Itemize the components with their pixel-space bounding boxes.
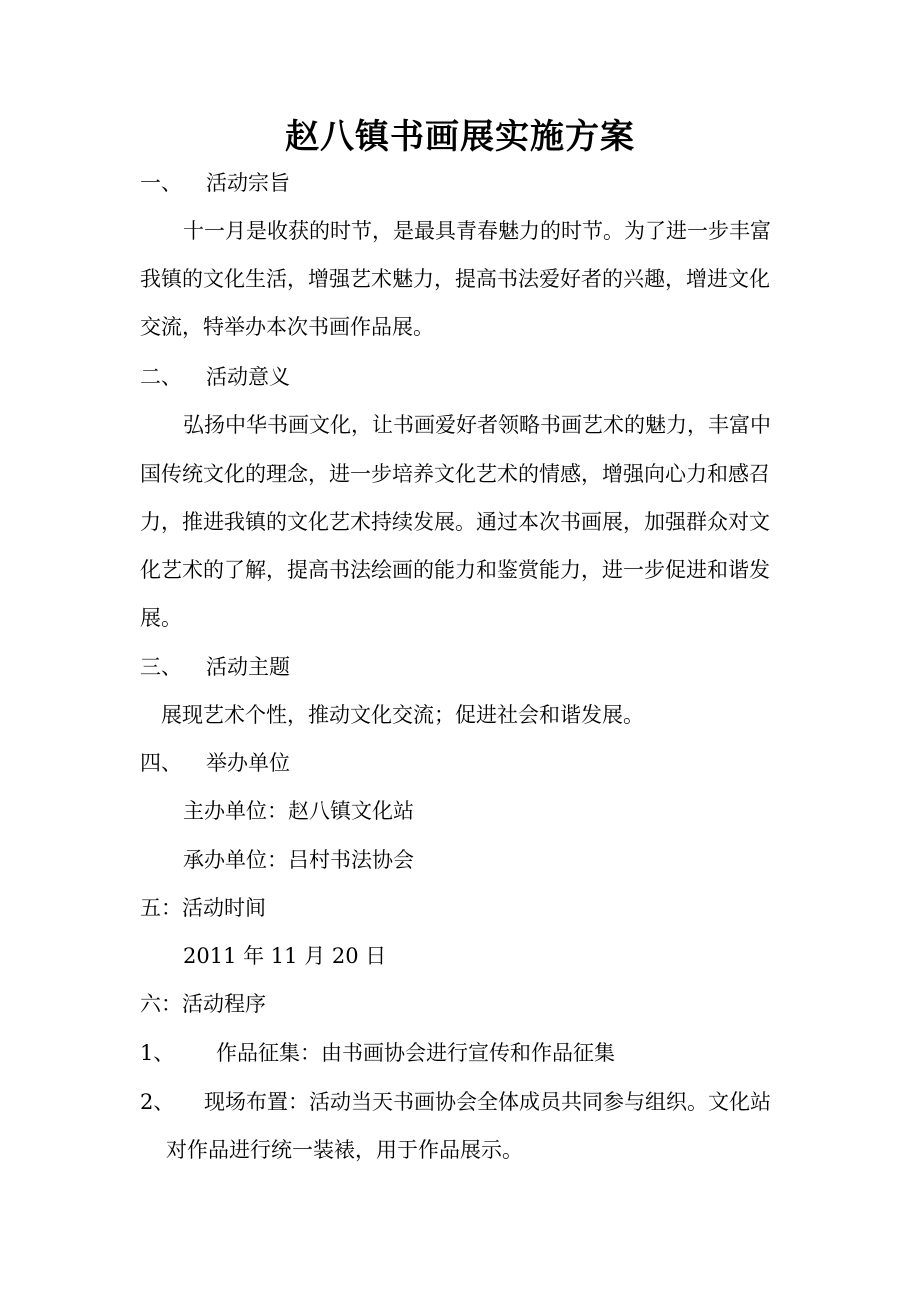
section-heading-4 [140,748,290,778]
paragraph-line: 交流，特举办本次书画作品展。 [140,315,434,339]
step-number: 2、 [140,1090,175,1114]
step-number: 1、 [140,1041,175,1065]
section-number: 三、 [140,655,182,679]
section-heading-5: 五：活动时间 [140,896,266,920]
paragraph-line: 力，推进我镇的文化艺术持续发展。通过本次书画展，加强群众对文 [140,510,770,534]
section-number: 二、 [140,365,182,389]
procedure-step-1 [140,1038,615,1068]
document-title: 赵八镇书画展实施方案 [285,117,635,157]
step-text: 现场布置：活动当天书画协会全体成员共同参与组织。文化站 [204,1090,771,1114]
section-title: 活动主题 [206,655,290,679]
co-organizer-line: 承办单位：吕村书法协会 [183,848,414,872]
step-text: 作品征集：由书画协会进行宣传和作品征集 [216,1041,615,1065]
section-heading-6: 六：活动程序 [140,992,266,1016]
paragraph-line: 化艺术的了解，提高书法绘画的能力和鉴赏能力，进一步促进和谐发 [140,558,770,582]
procedure-step-2 [140,1087,771,1117]
paragraph-line: 对作品进行统一装裱，用于作品展示。 [166,1138,523,1162]
section-heading-1 [140,168,290,198]
section-title: 举办单位 [206,751,290,775]
section-title: 活动意义 [206,365,290,389]
paragraph-line: 展现艺术个性，推动文化交流；促进社会和谐发展。 [161,703,644,727]
paragraph-line: 我镇的文化生活，增强艺术魅力，提高书法爱好者的兴趣，增进文化 [140,267,770,291]
section-number: 一、 [140,171,182,195]
paragraph-line: 展。 [140,606,182,630]
section-title: 活动宗旨 [206,171,290,195]
paragraph-line: 十一月是收获的时节，是最具青春魅力的时节。为了进一步丰富 [183,219,771,243]
section-heading-2 [140,362,290,392]
section-number: 四、 [140,751,182,775]
paragraph-line: 弘扬中华书画文化，让书画爱好者领略书画艺术的魅力，丰富中 [183,413,771,437]
section-heading-3 [140,652,290,682]
organizer-line: 主办单位：赵八镇文化站 [183,799,414,823]
paragraph-line: 国传统文化的理念，进一步培养文化艺术的情感，增强向心力和感召 [140,462,770,486]
event-date: 2011 年 11 月 20 日 [183,944,387,968]
